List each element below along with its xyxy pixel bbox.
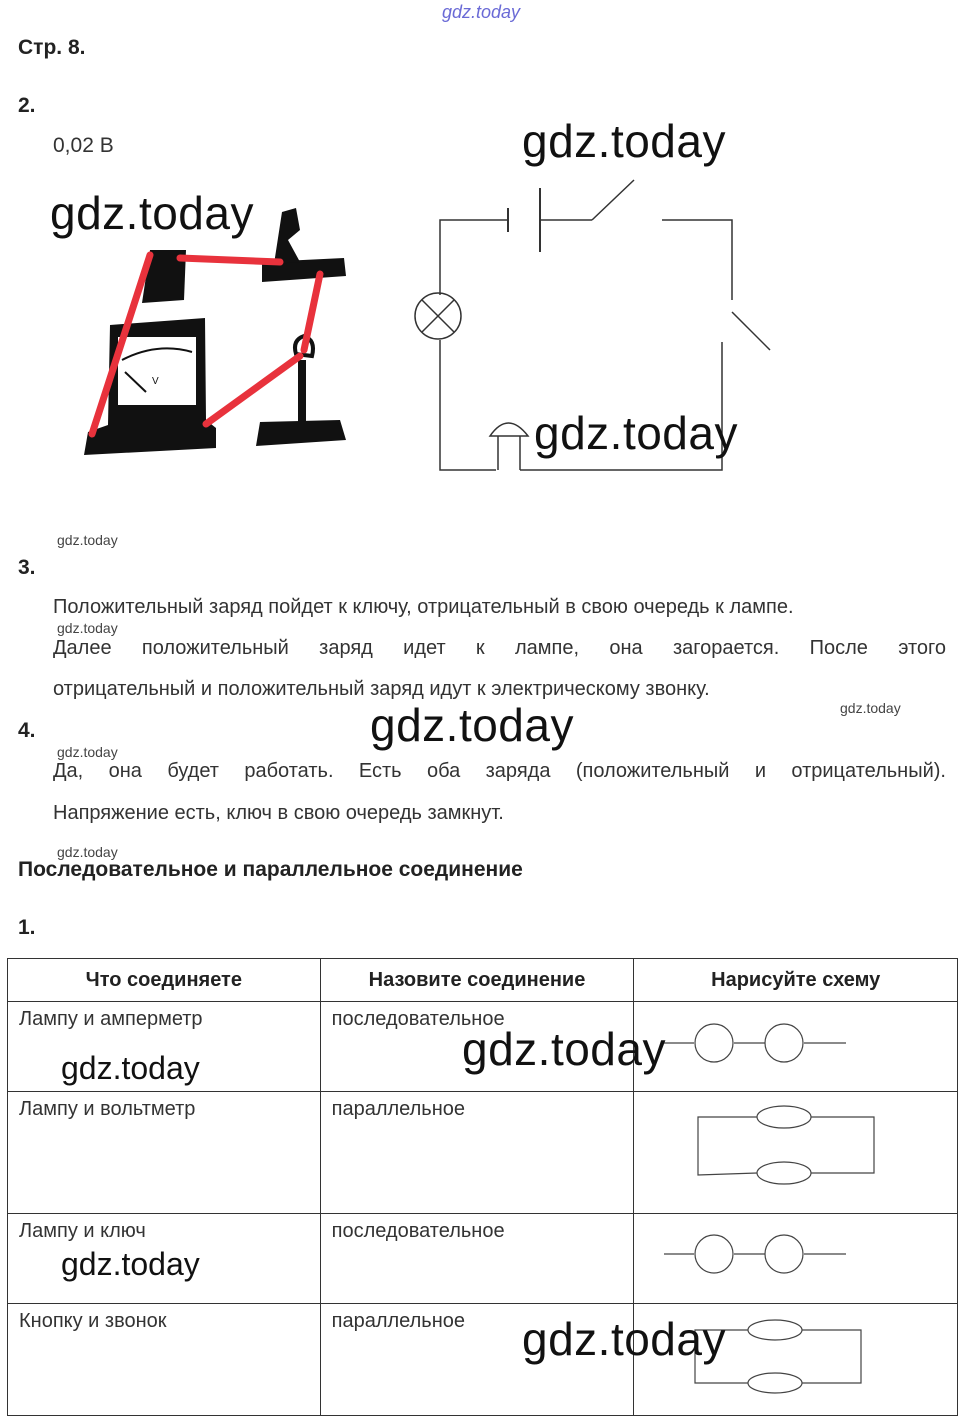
task1-number: 1.	[18, 916, 36, 939]
column-header: Назовите соединение	[320, 959, 634, 1002]
watermark: gdz.today	[61, 1246, 200, 1282]
connection-cell: параллельное	[331, 1098, 466, 1120]
task3-number: 3.	[18, 556, 36, 579]
connection-cell: последовательное	[331, 1220, 505, 1242]
what-cell: Лампу и вольтметр	[19, 1098, 196, 1120]
watermark: gdz.today	[462, 1023, 666, 1075]
watermark-small: gdz.today	[57, 844, 118, 860]
parallel-scheme	[698, 1106, 874, 1184]
watermark: gdz.today	[522, 1313, 726, 1365]
series-scheme	[664, 1024, 846, 1062]
watermark-small: gdz.today	[840, 700, 901, 716]
voltage-value: 0,02 В	[53, 134, 114, 157]
task3-line-2: Далее положительный заряд идет к лампе, она загорается. После этого	[53, 637, 946, 659]
watermark: gdz.today	[534, 407, 738, 459]
page-label: Стр. 8.	[18, 36, 86, 59]
connection-cell: последовательное	[331, 1008, 505, 1030]
task4-line-1: Да, она будет работать. Есть оба заряда (положительный и отрицательный).	[53, 760, 946, 782]
task3-line-1: Положительный заряд пойдет к ключу, отрицательный в свою очередь к лампе.	[53, 596, 794, 618]
connection-cell: параллельное	[331, 1310, 466, 1332]
what-cell: Лампу и амперметр	[19, 1008, 203, 1030]
column-header: Что соединяете	[8, 959, 321, 1002]
task3-line-3: отрицательный и положительный заряд идут к электрическому звонку.	[53, 678, 710, 700]
watermark-small: gdz.today	[57, 532, 118, 548]
task4-number: 4.	[18, 719, 36, 742]
column-header: Нарисуйте схему	[634, 959, 958, 1002]
watermark-small: gdz.today	[57, 620, 118, 636]
task2-number: 2.	[18, 94, 36, 117]
task4-line-2: Напряжение есть, ключ в свою очередь замкнут.	[53, 802, 504, 824]
watermark-small: gdz.today	[57, 744, 118, 760]
what-cell: Лампу и ключ	[19, 1220, 146, 1242]
voltmeter-letter: V	[152, 376, 159, 387]
watermark: gdz.today	[522, 115, 726, 167]
what-cell: Кнопку и звонок	[19, 1310, 167, 1332]
top-watermark: gdz.today	[442, 2, 521, 22]
section-title: Последовательное и параллельное соединение	[18, 858, 523, 881]
watermark: gdz.today	[50, 187, 254, 239]
watermark: gdz.today	[370, 699, 574, 751]
watermark: gdz.today	[61, 1050, 200, 1086]
series-scheme	[664, 1235, 846, 1273]
